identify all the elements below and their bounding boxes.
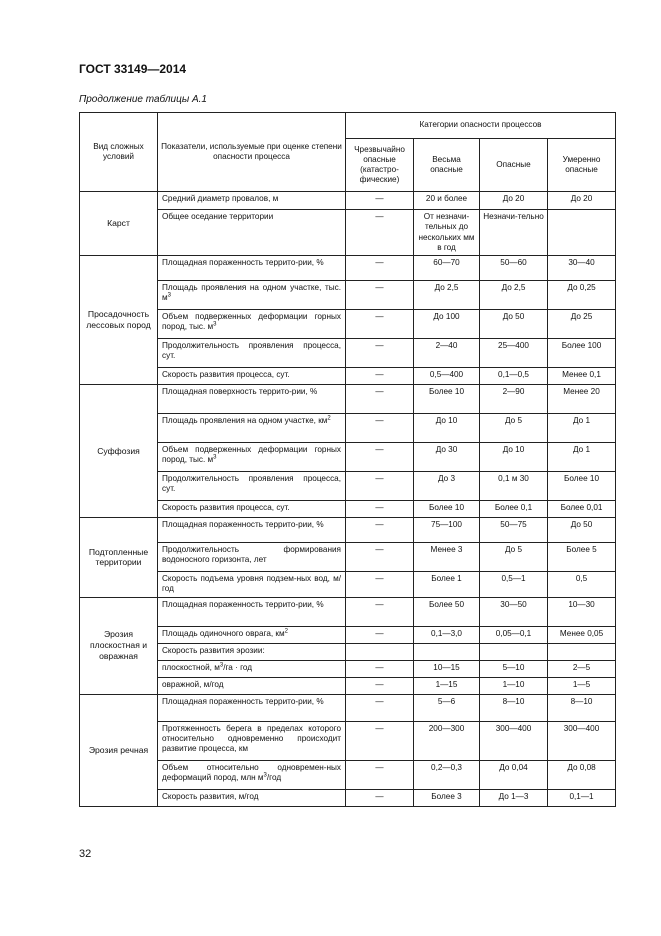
- category-value-cell: —: [346, 281, 414, 310]
- category-value-cell: [548, 210, 616, 256]
- table-row: [80, 210, 616, 256]
- indicator-text: Площадная пораженность террито-рии, %: [162, 599, 324, 609]
- category-value-cell: 25—400: [480, 339, 548, 368]
- table-row: [80, 281, 616, 310]
- indicator-text: Объем относительно одновремен-ных деформаций пород, млн м: [162, 762, 341, 782]
- table-row: [80, 192, 616, 210]
- category-value-cell: До 0,08: [548, 760, 616, 789]
- table-row: [80, 543, 616, 572]
- category-value-cell: [414, 643, 480, 660]
- table-row: [80, 572, 616, 598]
- category-value-cell: Более 0,01: [548, 501, 616, 518]
- indicator-text: Площадная пораженность террито-рии, %: [162, 520, 324, 529]
- category-value-cell: —: [346, 789, 414, 806]
- indicator-text: Скорость развития процесса, сут.: [162, 503, 290, 512]
- category-value-cell: 300—400: [548, 721, 616, 760]
- category-value-cell: —: [346, 414, 414, 443]
- category-value-cell: —: [346, 677, 414, 694]
- table-row: [80, 443, 616, 472]
- table-row: [80, 694, 616, 721]
- category-value-cell: —: [346, 443, 414, 472]
- indicator-text: Площадь проявления на одном участке, км: [162, 416, 328, 425]
- category-value-cell: —: [346, 192, 414, 210]
- category-value-cell: —: [346, 721, 414, 760]
- category-value-cell: До 50: [480, 310, 548, 339]
- category-value-cell: До 100: [414, 310, 480, 339]
- unit-superscript: 3: [167, 292, 171, 299]
- indicator-cell: [158, 210, 346, 256]
- category-value-cell: До 25: [548, 310, 616, 339]
- category-value-cell: 200—300: [414, 721, 480, 760]
- indicator-cell: [158, 677, 346, 694]
- category-value-cell: 75—100: [414, 518, 480, 543]
- category-value-cell: Более 1: [414, 572, 480, 598]
- hazard-table: [79, 112, 616, 807]
- category-value-cell: 60—70: [414, 256, 480, 281]
- unit-superscript: 3: [263, 772, 267, 779]
- category-value-cell: 30—50: [480, 597, 548, 626]
- indicator-text: Продолжительность проявления процесса, сут.: [162, 341, 341, 361]
- unit-superscript: 3: [213, 321, 217, 328]
- category-value-cell: 1—10: [480, 677, 548, 694]
- category-value-cell: 50—60: [480, 256, 548, 281]
- category-value-cell: —: [346, 385, 414, 414]
- category-value-cell: Незначи-тельно: [480, 210, 548, 256]
- category-value-cell: Более 5: [548, 543, 616, 572]
- category-value-cell: 2—90: [480, 385, 548, 414]
- category-value-cell: Более 50: [414, 597, 480, 626]
- category-value-cell: До 20: [548, 192, 616, 210]
- category-value-cell: Менее 3: [414, 543, 480, 572]
- indicator-cell: [158, 192, 346, 210]
- category-value-cell: 2—5: [548, 660, 616, 677]
- category-value-cell: До 2,5: [414, 281, 480, 310]
- category-value-cell: До 3: [414, 472, 480, 501]
- category-value-cell: До 2,5: [480, 281, 548, 310]
- category-value-cell: До 5: [480, 414, 548, 443]
- header-hazard-categories: Категории опасности процессов: [346, 113, 616, 139]
- category-value-cell: Более 100: [548, 339, 616, 368]
- indicator-cell: [158, 626, 346, 643]
- category-value-cell: —: [346, 597, 414, 626]
- category-value-cell: 0,1 м 30: [480, 472, 548, 501]
- header-condition-type: Вид сложных условий: [80, 113, 158, 192]
- table-row: [80, 626, 616, 643]
- category-value-cell: Более 10: [548, 472, 616, 501]
- category-value-cell: До 1: [548, 443, 616, 472]
- category-value-cell: Более 3: [414, 789, 480, 806]
- indicator-cell: [158, 721, 346, 760]
- indicator-cell: [158, 472, 346, 501]
- category-value-cell: 0,5—400: [414, 368, 480, 385]
- indicator-cell: [158, 543, 346, 572]
- table-row: [80, 472, 616, 501]
- indicator-cell: [158, 281, 346, 310]
- indicator-cell: [158, 597, 346, 626]
- indicator-text: Объем подверженных деформации горных пород, тыс. м: [162, 312, 341, 332]
- category-value-cell: 5—10: [480, 660, 548, 677]
- category-value-cell: 30—40: [548, 256, 616, 281]
- category-value-cell: Более 0,1: [480, 501, 548, 518]
- indicator-text: Площадь проявления на одном участке, тыс. м: [162, 283, 341, 303]
- category-value-cell: До 30: [414, 443, 480, 472]
- category-value-cell: —: [346, 368, 414, 385]
- category-value-cell: До 0,04: [480, 760, 548, 789]
- condition-type-cell: Подтопленные территории: [80, 518, 158, 598]
- header-category-dangerous: Опасные: [480, 139, 548, 192]
- category-value-cell: 300—400: [480, 721, 548, 760]
- table-row: [80, 660, 616, 677]
- header-category-very: Весьма опасные: [414, 139, 480, 192]
- category-value-cell: 5—6: [414, 694, 480, 721]
- category-value-cell: 2—40: [414, 339, 480, 368]
- indicator-text-tail: /га · год: [223, 662, 253, 672]
- indicator-text-tail: /год: [266, 772, 282, 782]
- category-value-cell: Менее 20: [548, 385, 616, 414]
- indicator-cell: [158, 760, 346, 789]
- unit-superscript: 3: [219, 661, 224, 668]
- table-row: [80, 760, 616, 789]
- category-value-cell: [548, 643, 616, 660]
- category-value-cell: До 10: [480, 443, 548, 472]
- category-value-cell: До 5: [480, 543, 548, 572]
- indicator-cell: [158, 339, 346, 368]
- indicator-cell: [158, 256, 346, 281]
- header-category-moderate: Умеренно опасные: [548, 139, 616, 192]
- indicator-cell: [158, 643, 346, 660]
- category-value-cell: [346, 643, 414, 660]
- category-value-cell: От незначи-тельных до нескольких мм в год: [414, 210, 480, 256]
- document-header: ГОСТ 33149—2014: [79, 62, 187, 76]
- condition-type-cell: Просадочность лессовых пород: [80, 256, 158, 385]
- indicator-text: Скорость развития процесса, сут.: [162, 370, 290, 379]
- indicator-cell: [158, 443, 346, 472]
- unit-superscript: 2: [327, 415, 331, 422]
- category-value-cell: 8—10: [480, 694, 548, 721]
- indicator-cell: [158, 385, 346, 414]
- category-value-cell: 0,1—0,5: [480, 368, 548, 385]
- indicator-cell: [158, 414, 346, 443]
- table-row: [80, 597, 616, 626]
- category-value-cell: 50—75: [480, 518, 548, 543]
- table-row: [80, 339, 616, 368]
- indicator-cell: [158, 572, 346, 598]
- condition-type-cell: Эрозия речная: [80, 694, 158, 806]
- indicator-text: Площадь одиночного оврага, км: [162, 628, 285, 638]
- header-category-extreme: Чрезвычайно опасные (катастро-фические): [346, 139, 414, 192]
- category-value-cell: 20 и более: [414, 192, 480, 210]
- indicator-text: Средний диаметр провалов, м: [162, 194, 279, 203]
- indicator-text: Скорость развития эрозии:: [162, 645, 265, 655]
- condition-type-cell: Эрозия плоскостная и овражная: [80, 597, 158, 694]
- table-row: [80, 789, 616, 806]
- category-value-cell: —: [346, 572, 414, 598]
- table-row: [80, 518, 616, 543]
- category-value-cell: До 1—3: [480, 789, 548, 806]
- category-value-cell: Менее 0,1: [548, 368, 616, 385]
- indicator-text: Общее оседание территории: [162, 212, 274, 221]
- category-value-cell: 0,5: [548, 572, 616, 598]
- indicator-text: Скорость развития, м/год: [162, 791, 259, 801]
- table-row: [80, 368, 616, 385]
- unit-superscript: 3: [213, 454, 217, 461]
- category-value-cell: —: [346, 694, 414, 721]
- category-value-cell: —: [346, 518, 414, 543]
- indicator-text: Площадная поверхность террито-рии, %: [162, 387, 318, 396]
- table-row: [80, 414, 616, 443]
- category-value-cell: —: [346, 760, 414, 789]
- category-value-cell: —: [346, 501, 414, 518]
- table-row: [80, 310, 616, 339]
- table-row: [80, 256, 616, 281]
- category-value-cell: [480, 643, 548, 660]
- category-value-cell: 0,2—0,3: [414, 760, 480, 789]
- category-value-cell: 0,1—3,0: [414, 626, 480, 643]
- category-value-cell: —: [346, 472, 414, 501]
- category-value-cell: —: [346, 256, 414, 281]
- category-value-cell: 0,1—1: [548, 789, 616, 806]
- category-value-cell: 10—15: [414, 660, 480, 677]
- table-row: [80, 677, 616, 694]
- indicator-cell: [158, 368, 346, 385]
- table-body: [80, 192, 616, 807]
- category-value-cell: —: [346, 660, 414, 677]
- indicator-cell: [158, 694, 346, 721]
- table-row: [80, 643, 616, 660]
- category-value-cell: Более 10: [414, 385, 480, 414]
- indicator-cell: [158, 789, 346, 806]
- condition-type-cell: Карст: [80, 192, 158, 256]
- indicator-text: Объем подверженных деформации горных пород, тыс. м: [162, 445, 341, 465]
- category-value-cell: До 0,25: [548, 281, 616, 310]
- table-row: [80, 721, 616, 760]
- indicator-text: плоскостной, м: [162, 662, 220, 672]
- category-value-cell: 1—5: [548, 677, 616, 694]
- category-value-cell: 0,5—1: [480, 572, 548, 598]
- category-value-cell: —: [346, 626, 414, 643]
- category-value-cell: До 10: [414, 414, 480, 443]
- indicator-text: Протяженность берега в пределах которого относительно одновременно происходит развитие процесса, км: [162, 723, 341, 753]
- header-indicators: Показатели, используемые при оценке степени опасности процесса: [158, 113, 346, 192]
- indicator-text: Площадная пораженность террито-рии, %: [162, 696, 324, 706]
- category-value-cell: До 20: [480, 192, 548, 210]
- category-value-cell: 0,05—0,1: [480, 626, 548, 643]
- table-row: [80, 501, 616, 518]
- category-value-cell: —: [346, 310, 414, 339]
- category-value-cell: До 50: [548, 518, 616, 543]
- indicator-text: Продолжительность проявления процесса, сут.: [162, 474, 341, 494]
- indicator-text: Продолжительность формирования водоносного горизонта, лет: [162, 545, 341, 565]
- indicator-text: Площадная пораженность террито-рии, %: [162, 258, 324, 267]
- category-value-cell: До 1: [548, 414, 616, 443]
- category-value-cell: 10—30: [548, 597, 616, 626]
- page-number: 32: [79, 848, 92, 860]
- condition-type-cell: Суффозия: [80, 385, 158, 518]
- table-row: [80, 385, 616, 414]
- category-value-cell: Более 10: [414, 501, 480, 518]
- category-value-cell: —: [346, 339, 414, 368]
- indicator-cell: [158, 518, 346, 543]
- indicator-cell: [158, 660, 346, 677]
- category-value-cell: Менее 0,05: [548, 626, 616, 643]
- indicator-cell: [158, 310, 346, 339]
- unit-superscript: 2: [284, 627, 288, 634]
- category-value-cell: 1—15: [414, 677, 480, 694]
- indicator-cell: [158, 501, 346, 518]
- category-value-cell: —: [346, 210, 414, 256]
- table-caption: Продолжение таблицы А.1: [79, 94, 207, 105]
- category-value-cell: 8—10: [548, 694, 616, 721]
- category-value-cell: —: [346, 543, 414, 572]
- indicator-text: овражной, м/год: [162, 679, 224, 689]
- indicator-text: Скорость подъема уровня подзем-ных вод, м/год: [162, 574, 341, 594]
